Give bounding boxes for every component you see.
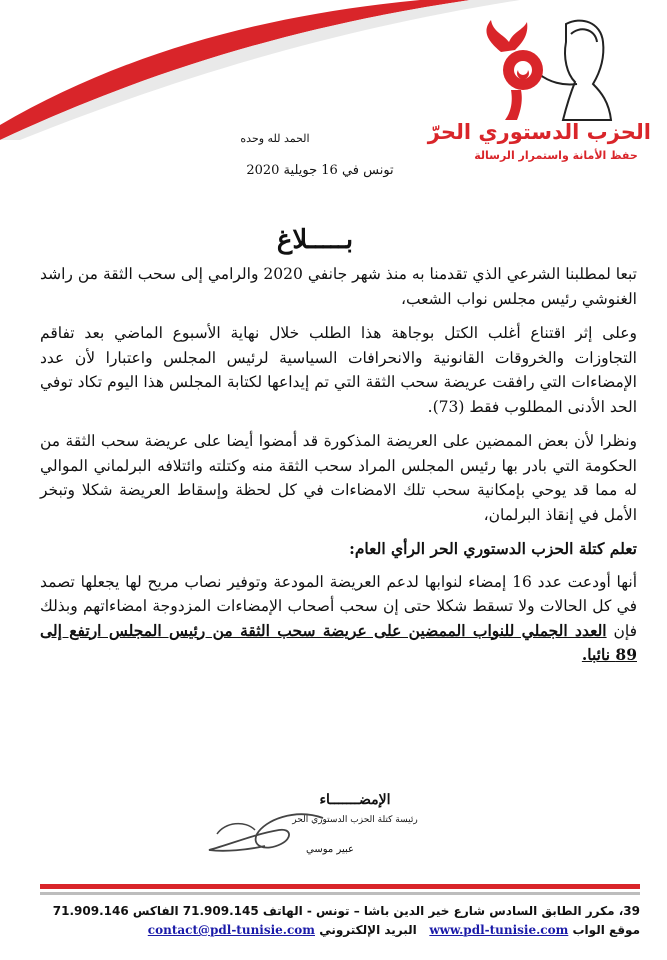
website-link[interactable]: www.pdl-tunisie.com [429, 923, 569, 937]
party-logo [427, 12, 651, 162]
signature-title: الإمضـــــــاء [319, 792, 391, 808]
footer-address: 39، مكرر الطابق السادس شارع خير الدين باشا – تونس - الهاتف 71.909.145 الفاكس 71.909.146 [52, 904, 640, 918]
website-label: موقع الواب [572, 923, 640, 937]
document-date: تونس في 16 جويلية 2020 [246, 163, 394, 178]
hamd-line: الحمد لله وحده [240, 132, 310, 145]
footer-divider [40, 884, 640, 895]
email-label: البريد الإلكتروني [319, 923, 417, 937]
final-emphasis: العدد الجملي للنواب الممضين على عريضة سحب الثقة من رئيس المجلس ارتفع إلى 89 نائبا. [40, 620, 637, 664]
footer-red-bar [40, 884, 640, 889]
signature-role: رئيسة كتلة الحزب الدستوري الحر [292, 815, 418, 825]
party-slogan: حفظ الأمانة واستمرار الرسالة [474, 149, 638, 162]
footer-gray-bar [40, 892, 640, 895]
final-paragraph-text: أنها أودعت عدد 16 إمضاء لنوابها لدعم العريضة المودعة وتوفير نصاب مريح لها يجعلها تصمد في كل الحالات ولا تسقط شكلا حتى إن سحب أصحاب الإمضاءات المزدوجة امضاءاتهم وبذلك فإن [40, 572, 638, 640]
announcement-heading: تعلم كتلة الحزب الدستوري الحر الرأي العام: [349, 539, 637, 558]
signature-name: عبير موسي [306, 844, 354, 855]
footer-contacts [40, 921, 640, 940]
party-name: الحزب الدستوري الحرّ [427, 120, 651, 144]
final-paragraph [40, 570, 637, 668]
paragraph: وعلى إثر اقتناع أغلب الكتل بوجاهة هذا الطلب خلال نهاية الأسبوع الماضي بعد تفاقم التجاوزات والخروقات القانونية والانحرافات السياسية لرئيس المجلس واعتبارا لأن عدد الإمضاءات التي رافقت عريضة سحب الثقة التي تم إيداعها لكتابة المجلس هذا اليوم تكاد توفي الحد الأدنى المطلوب فقط (73). [40, 324, 637, 416]
document-title: بـــــلاغ [276, 225, 354, 255]
email-link[interactable]: contact@pdl-tunisie.com [147, 923, 315, 937]
logo-emblem-icon [471, 12, 621, 122]
paragraph: تبعا لمطلبنا الشرعي الذي تقدمنا به منذ شهر جانفي 2020 والرامي إلى سحب الثقة من راشد الغنوشي رئيس مجلس نواب الشعب، [40, 265, 637, 308]
handwritten-signature-icon [195, 800, 335, 870]
document-body [40, 262, 637, 678]
footer [40, 902, 640, 940]
paragraph: ونظرا لأن بعض الممضين على العريضة المذكورة قد أمضوا أيضا على عريضة سحب الثقة من الحكومة التي بادر بها رئيس المجلس المراد سحب الثقة منه وكتلته وائتلافه البرلماني الموالي له مما قد يوحي بإمكانية سحب تلك الامضاءات في كل لحظة وإسقاط العريضة شكلا وتبخر الأمل في إنقاذ البرلمان، [40, 432, 637, 524]
